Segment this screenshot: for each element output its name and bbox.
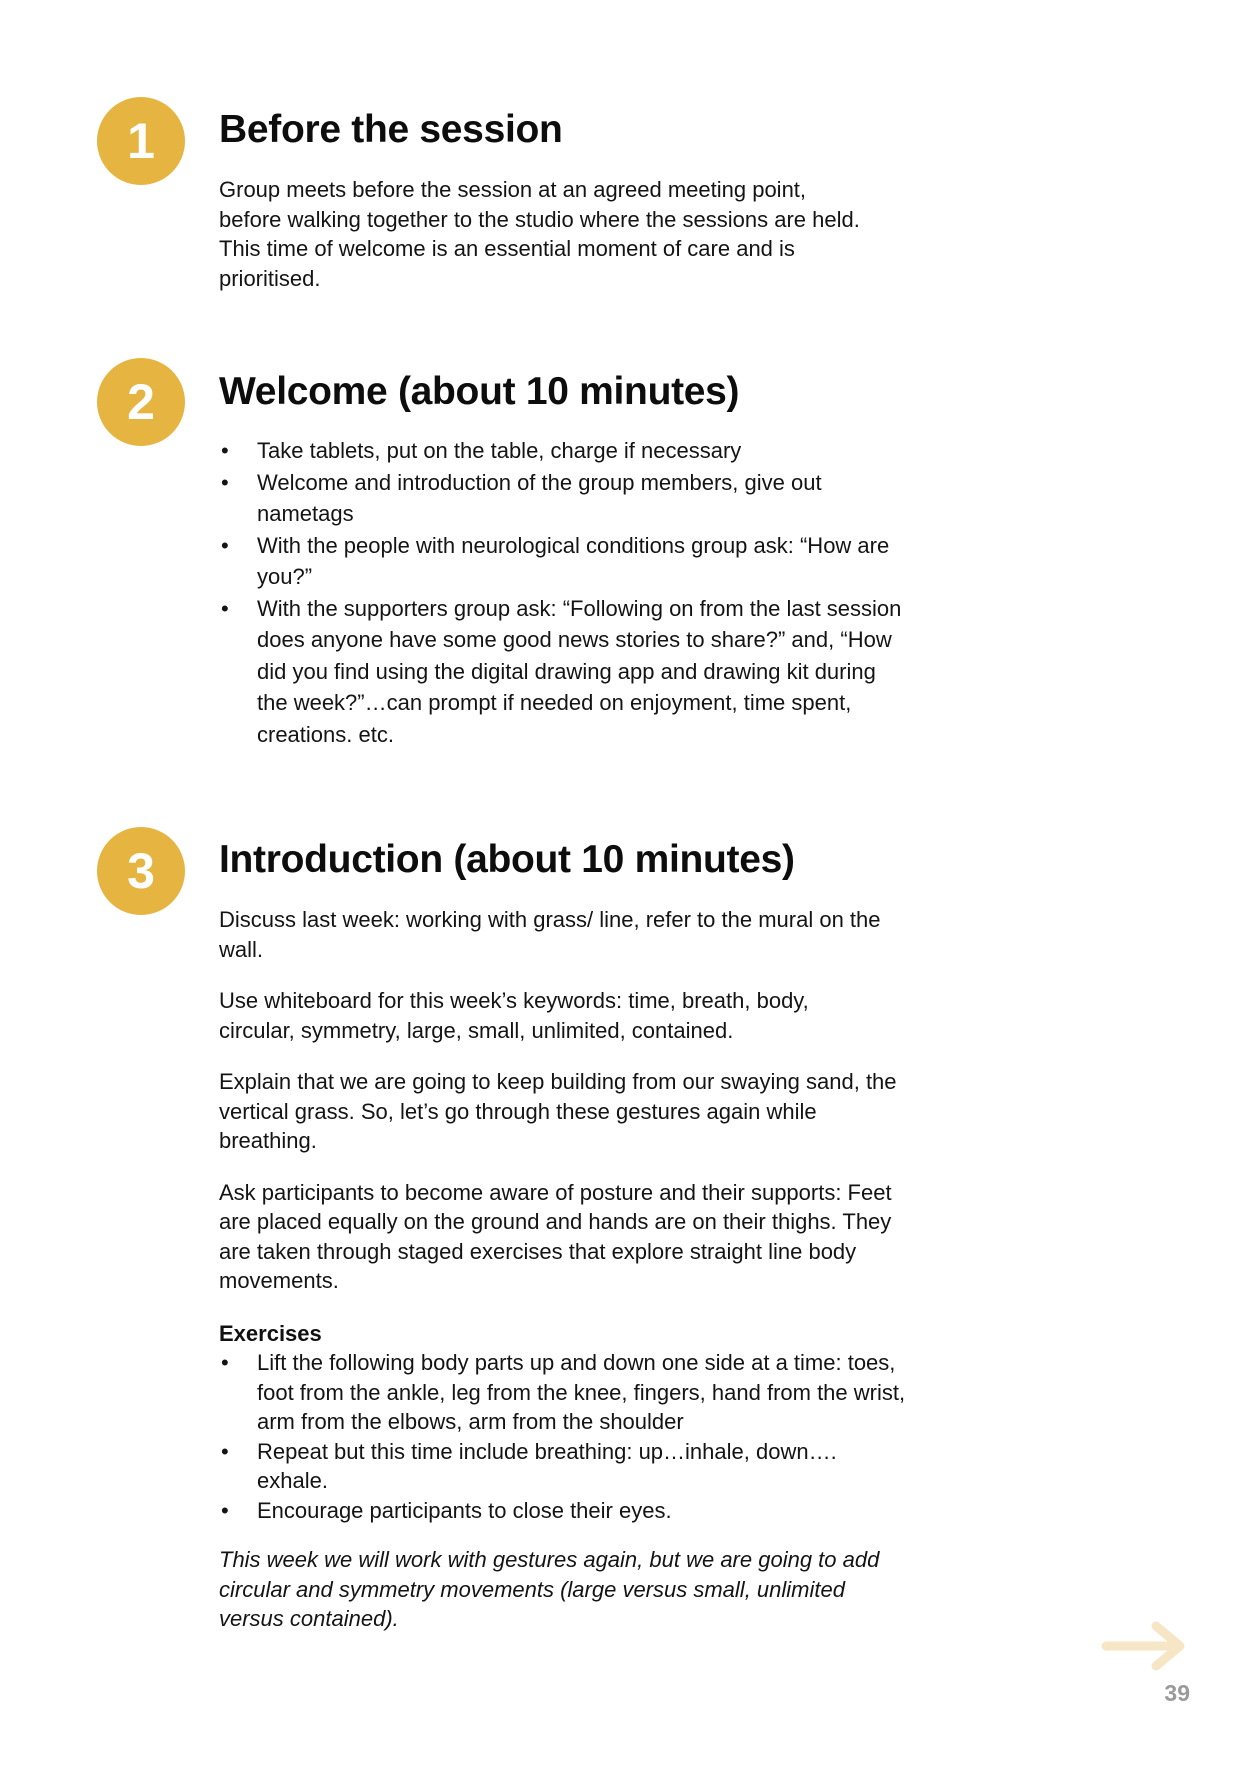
intro-paragraph-2: Use whiteboard for this week’s keywords: time, breath, body, circular, symmetry, large, small, unlimited, contained. <box>219 988 809 1043</box>
list-item: • With the people with neurological conditions group ask: “How are you?” <box>219 530 909 593</box>
intro-paragraph-3: Explain that we are going to keep building from our swaying sand, the vertical grass. So, let’s go through these gestures again while breathing. <box>219 1069 897 1153</box>
section-welcome <box>219 368 939 750</box>
before-session-body: Group meets before the session at an agreed meeting point, before walking together to the studio where the sessions are held. This time of welcome is an essential moment of care and is prioritised. <box>219 177 860 291</box>
list-item: • Welcome and introduction of the group members, give out nametags <box>219 467 909 530</box>
intro-paragraph-1: Discuss last week: working with grass/ line, refer to the mural on the wall. <box>219 907 881 962</box>
list-item: • With the supporters group ask: “Following on from the last session does anyone have some good news stories to share?” and, “How did you find using the digital drawing app and drawing kit during the week?”…can prompt if needed on enjoyment, time spent, creations. etc. <box>219 593 909 751</box>
list-item: • Encourage participants to close their eyes. <box>219 1496 909 1526</box>
exercises-list <box>219 1348 909 1525</box>
section-title-introduction: Introduction (about 10 minutes) <box>219 838 795 881</box>
closing-note: This week we will work with gestures again, but we are going to add circular and symmetry movements (large versus small, unlimited versus contained). <box>219 1547 880 1631</box>
exercises-heading: Exercises <box>219 1320 322 1346</box>
intro-paragraph-4: Ask participants to become aware of posture and their supports: Feet are placed equally on the ground and hands are on their thighs. They are taken through staged exercises that explore straight line body movements. <box>219 1179 892 1293</box>
page-number: 39 <box>1164 1680 1190 1706</box>
section-title-welcome: Welcome (about 10 minutes) <box>219 370 740 413</box>
step-badge-2: 2 <box>97 358 185 446</box>
list-item: • Take tablets, put on the table, charge if necessary <box>219 435 909 467</box>
section-introduction <box>219 836 939 1634</box>
list-item: • Lift the following body parts up and down one side at a time: toes, foot from the ankle, leg from the knee, fingers, hand from the wrist, arm from the elbows, arm from the shoulder <box>219 1348 909 1437</box>
section-before-session <box>219 106 939 293</box>
step-badge-3: 3 <box>97 827 185 915</box>
arrow-right-icon[interactable] <box>1100 1620 1190 1672</box>
welcome-list <box>219 435 909 750</box>
section-title-before-session: Before the session <box>219 108 563 151</box>
step-badge-1: 1 <box>97 97 185 185</box>
list-item: • Repeat but this time include breathing: up…inhale, down…. exhale. <box>219 1437 909 1496</box>
